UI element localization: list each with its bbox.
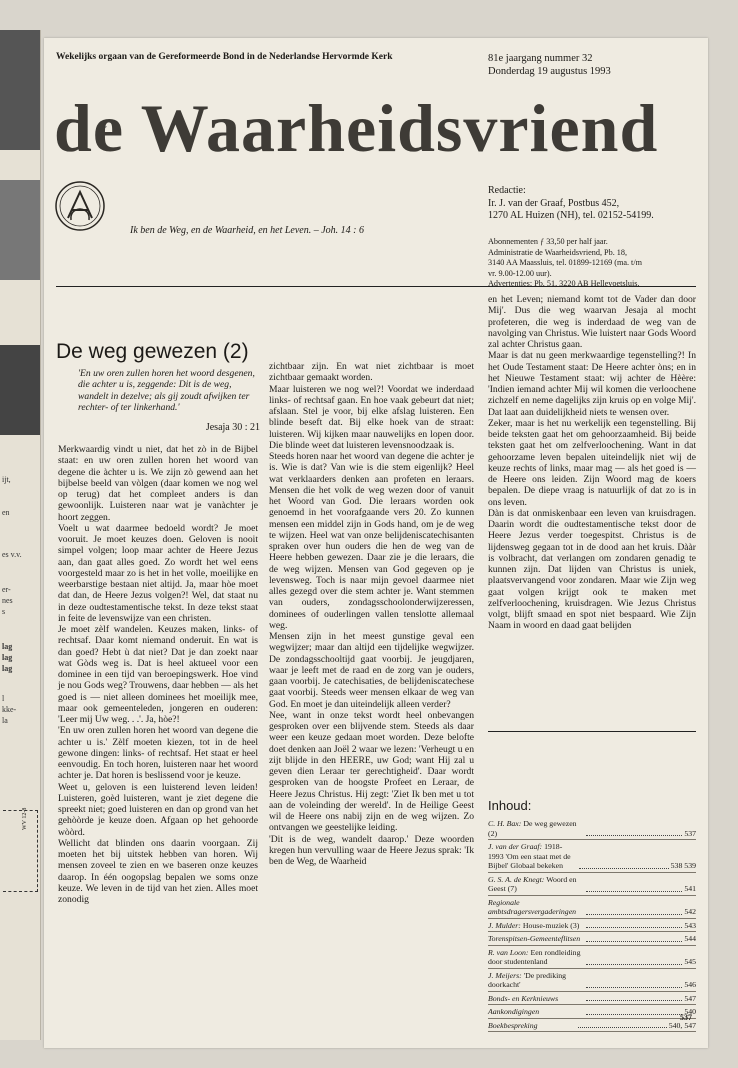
editorial-address bbox=[488, 185, 654, 223]
toc-leader-dots bbox=[586, 941, 682, 942]
toc-author: J. Meijers: bbox=[488, 970, 522, 980]
toc-author: Torenspitsen-Gemeenteflitsen bbox=[488, 934, 581, 943]
toc-row bbox=[488, 873, 696, 896]
adjacent-text-fragment: la bbox=[2, 716, 8, 725]
adjacent-text-fragment: lag bbox=[2, 664, 13, 673]
paragraph: Mensen zijn in het meest gunstige geval een wegwijzer; maar dan altijd een tijdelijke wegwijzer. De zondagsschooltijd gaat voorbij. Je jeugdjaren, waar je leeft met de raad en de zorg van je ouders, gaan voorbij. Je catechisaties, de belijdeniscatechese gaat voorbij. Steeds weer mensen elkaar de weg van God. En moet je dan uiteindelijk alleen verder? bbox=[269, 631, 474, 710]
toc-leader-dots bbox=[586, 914, 682, 915]
table-of-contents bbox=[488, 817, 696, 1032]
toc-leader-dots bbox=[579, 868, 668, 869]
toc-page-number: 544 bbox=[684, 934, 697, 943]
toc-author: J. van der Graaf: bbox=[488, 842, 543, 851]
adjacent-text-fragment: s bbox=[2, 607, 6, 616]
toc-entry bbox=[488, 819, 584, 838]
toc-page-number: 538 539 bbox=[670, 861, 696, 870]
toc-entry bbox=[488, 1021, 576, 1031]
toc-title: De weg gewezen (2) bbox=[488, 819, 577, 838]
paragraph: Dàn is dat onmiskenbaar een leven van kruisdragen. Daarin wordt die oudtestamentische tekst door de Heere Jezus verder toegespitst. Christus is de lijdensweg gegaan tot in de dood aan het kruis. Dààr is volbracht, dat verlangen om zondaren genadig te kunnen zijn. Dat lijden van Christus is uniek, plaatsvervangend voor zondaren. Maar wie Zijn weg gaat volgen krijgt ook te maken met zelfverloochening, kruisdragen. Wie Jezus Christus volgt, blijft smaad en spot niet bespaard. Wie Zijn Naam in woord en daad gaat belijden bbox=[488, 507, 696, 632]
adjacent-text-fragment: lag bbox=[2, 642, 13, 651]
toc-leader-dots bbox=[586, 1000, 682, 1001]
toc-row bbox=[488, 1019, 696, 1033]
issue-volume: 81e jaargang nummer 32 bbox=[488, 53, 593, 64]
subscription-line: Advertenties: Pb. 51, 3220 AB Hellevoetsluis. bbox=[488, 279, 640, 288]
toc-row bbox=[488, 919, 696, 933]
paragraph: Weet u, geloven is een luisterend leven leiden! Luisteren, goèd luisteren, want je zìet degene die spreekt niet; goed luisteren en dan op grond van het gehòòrde je keuze doen. Afgaan op het gehoorde wòòrd. bbox=[58, 781, 258, 838]
issue-date: Donderdag 19 augustus 1993 bbox=[488, 66, 611, 77]
page-number: 537 bbox=[680, 1013, 692, 1022]
paragraph: Zeker, maar is het nu werkelijk een tegenstelling. Bij beide teksten gaat het om gehoorzaamheid. Bij beide teksten gaat het om zelfverloochening. Want in dat gehoorzame leven bepalen uiteindelijk niet wij de keuze rechts of links, maar mag — als het goed is — de Heere ons leiden. Zijn Woord mag de koers bepalen. De diepe vraag is natuurlijk of dat zo is in ons leven. bbox=[488, 417, 696, 508]
toc-row bbox=[488, 969, 696, 992]
paragraph: en het Leven; niemand komt tot de Vader dan door Mij'. Dus die weg waarvan Jesaja al mocht profeteren, die weg is inderdaad de weg van de navolging van Christus. Wie luistert naar Gods Woord zal achter Christus gaan. bbox=[488, 294, 696, 350]
article-epigraph: 'En uw oren zullen horen het woord desgenen, die achter u is, zeggende: Dit is de weg, wandelt in dezelve; als gij zoudt afwijken ter rechter- of ter linkerhand.' bbox=[78, 368, 255, 414]
article-column-3 bbox=[488, 294, 696, 632]
toc-page-number: 542 bbox=[684, 907, 697, 916]
toc-author: R. van Loon: bbox=[488, 947, 529, 957]
adjacent-photo bbox=[0, 30, 40, 150]
toc-leader-dots bbox=[586, 1014, 682, 1015]
toc-page-number: 545 bbox=[684, 957, 697, 966]
motto: Ik ben de Weg, en de Waarheid, en het Leven. – Joh. 14 : 6 bbox=[130, 225, 365, 236]
paragraph: Maar is dat nu geen merkwaardige tegenstelling?! In het Oude Testament staat: De Heere achter òns; en in het Nieuwe Testament staat: wij achter de Hèère: 'Indien iemand achter Mij wil komen die verloochene zichzelf en neme dagelijks zijn kruis op en volge Mij'. Dat laat aan duidelijkheid niets te wensen over. bbox=[488, 350, 696, 418]
toc-row bbox=[488, 896, 696, 919]
toc-page-number: 540 bbox=[684, 1007, 697, 1016]
toc-entry bbox=[488, 875, 584, 894]
subscription-line: Abonnementen ƒ 33,50 per half jaar. bbox=[488, 237, 608, 246]
paragraph: zichtbaar zijn. En wat niet zichtbaar is moet zichtbaar gemaakt worden. bbox=[269, 361, 474, 384]
adjacent-page-strip bbox=[0, 30, 41, 1040]
editorial-line: Ir. J. van der Graaf, Postbus 452, bbox=[488, 197, 620, 209]
toc-entry bbox=[488, 934, 584, 944]
adjacent-text-fragment: lag bbox=[2, 653, 13, 662]
adjacent-text-fragment: ijt, bbox=[2, 475, 11, 484]
toc-page-number: 543 bbox=[684, 920, 697, 930]
editorial-line: 1270 AL Huizen (NH), tel. 02152-54199. bbox=[488, 210, 654, 221]
contents-heading: Inhoud: bbox=[488, 798, 532, 813]
paragraph: 'En uw oren zullen horen het woord van degene die achter u is.' Zèlf moeten kiezen, tot in de heel gewone dingen: links- of rechtsaf. Het staat er heel eenvoudig. En toch horen, luisteren naar het woord achter je. Dat horen is beslissend voor je keuze. bbox=[58, 725, 258, 782]
paragraph: Maar luisteren we nog wel?! Voordat we inderdaad links- of rechtsaf gaan. En hoe vaak gebeurt dat niet; afslaan. Stel je voor, bij elke afslag luisteren. Een blinde beseft dat. Bij elke hoek van de straat: luisteren. Wij kijken maar nauwelijks en lopen door. Die blinde weet dat luisteren levensnoodzaak is. bbox=[269, 383, 474, 451]
toc-author: G. S. A. de Knegt: bbox=[488, 874, 545, 884]
toc-author: Boekbespreking bbox=[488, 1020, 538, 1030]
toc-leader-dots bbox=[586, 835, 682, 836]
adjacent-text-fragment: kke- bbox=[2, 705, 17, 714]
article-column-2 bbox=[269, 361, 474, 867]
toc-row bbox=[488, 932, 696, 946]
adjacent-photo bbox=[0, 345, 40, 435]
toc-title: 1918-1993 'Om een staat met de Bijbel' Globaal bekeken bbox=[488, 842, 571, 870]
article-title: De weg gewezen (2) bbox=[56, 340, 249, 363]
subscription-line: Administratie de Waarheidsvriend, Pb. 18, bbox=[488, 247, 628, 257]
paragraph: Voelt u wat daarmee bedoeld wordt? Je moet vooruit. Je moet keuzes doen. Geloven is nooit simpel volgen; loop maar achter de Heere Jezus aan, dan gaat alles goed. Zo wordt het wel eens voorgesteld maar zo is het in het volle, moeilijke en weerbarstige bestaan niet altijd. Ja, maar hòe moet dat dan, de Heere Jezus volgen?! Wel, dat staat nu in deze oudtestamentische tekst. In deze tekst staat in feite de levenswijze van een christen. bbox=[58, 522, 258, 624]
subscription-info bbox=[488, 237, 642, 290]
toc-entry bbox=[488, 842, 577, 871]
toc-author: J. Mulder: bbox=[488, 920, 521, 930]
toc-author: Aankondigingen bbox=[488, 1007, 540, 1016]
toc-title: Woord en Geest (7) bbox=[488, 874, 577, 893]
toc-leader-dots bbox=[586, 927, 682, 928]
toc-leader-dots bbox=[586, 987, 682, 988]
toc-entry bbox=[488, 994, 584, 1004]
column-divider bbox=[488, 731, 696, 732]
toc-row bbox=[488, 946, 696, 969]
toc-title: House-muziek (3) bbox=[522, 920, 580, 930]
adjacent-text-fragment: nes bbox=[2, 596, 13, 605]
toc-entry bbox=[488, 921, 584, 931]
adjacent-photo bbox=[0, 180, 40, 280]
paragraph: Wellicht dat blinden ons daarin voorgaan. Zij moeten het bij uitstek hebben van horen. Wij mensen zoveel te zien en we baseren onze keuzes daarop. In één oogopslag bepalen we soms onze keuze. We leven in de tijd van het zien. Alles moet zonodig bbox=[58, 837, 258, 905]
toc-title: 'De prediking doorkacht' bbox=[488, 970, 567, 989]
subscription-line: vr. 9.00-12.00 uur). bbox=[488, 268, 552, 278]
editorial-line: Redactie: bbox=[488, 185, 526, 196]
toc-author: Bonds- en Kerknieuws bbox=[488, 993, 559, 1003]
paragraph: Steeds horen naar het woord van degene die achter je is. Wie is dat? Van wie is die stem eigenlijk? Heel wat verklaarders denken aan profeten en leraars. Mensen die het volk de weg wezen door of vanuit het Woord van God. Die leraars worden ook genoemd in het voorafgaande vers 20. Zo kunnen mensen een middel zijn in Gods hand, om je de weg te wijzen. Heel wat van onze belijdeniscatechisanten spraken over hun ouders die hen de weg van de Heere hebben gewezen. Daar zie je die leraars, die de weg wijzen. Mensen van God gegeven op je levensweg. Toch is naar mijn gevoel daarmee niet alles gezegd over die stem achter je. Want stemmen van ouders, zondagsschoolonderwijzeressen, dominees of ouderlingen vallen tenslotte allemaal weg. bbox=[269, 451, 474, 631]
toc-page-number: 541 bbox=[684, 884, 697, 893]
masthead-title: de Waarheidsvriend bbox=[54, 90, 659, 166]
toc-entry bbox=[488, 1007, 584, 1017]
toc-page-number: 540, 547 bbox=[668, 1020, 697, 1030]
toc-page-number: 537 bbox=[684, 828, 697, 838]
paragraph: Merkwaardig vindt u niet, dat het zò in de Bijbel staat: en uw oren zullen horen het woord van degene die àchter u is. We zijn zò gewend aan het bijbelse beeld van vòlgen (daar komen we nog wel op terug) dat het compleet anders is dan gewoonlijk. Luisteren naar wat je vanàchter je hoort zeggen. bbox=[58, 444, 258, 523]
newspaper-page bbox=[44, 38, 708, 1048]
toc-title: Een rondleiding door studentenland bbox=[488, 947, 581, 966]
toc-row bbox=[488, 992, 696, 1006]
toc-author: C. H. Bax: bbox=[488, 819, 522, 828]
toc-entry bbox=[488, 898, 584, 917]
adjacent-text-fragment: es v.v. bbox=[2, 550, 22, 559]
toc-leader-dots bbox=[586, 891, 682, 892]
toc-row bbox=[488, 817, 696, 840]
toc-page-number: 546 bbox=[684, 980, 697, 989]
toc-row bbox=[488, 1005, 696, 1019]
toc-entry bbox=[488, 971, 584, 990]
adjacent-coupon-box bbox=[3, 807, 38, 892]
paragraph: Je moet zèlf wandelen. Keuzes maken, links- of rechtsaf. Daar komt niemand onderuit. En wat is dan goed? Hebt ù dat niet? Dat je dan zoekt naar wat Gòds weg is. Dat is heel aktueel voor een dominee in een tijd van beroepingswerk. Hoe vind je nou Gods weg? Trouwens, daar hebben — als het goed is — niet alleen dominees het moeilijk mee, maar ook gemeenteleden, jongeren en ouderen: 'Leer mij Uw weg. . .'. Ja, hòe?! bbox=[58, 624, 258, 725]
issue-info bbox=[488, 52, 611, 78]
toc-page-number: 547 bbox=[684, 993, 697, 1003]
adjacent-vertical-label: WV 12-8 bbox=[22, 807, 28, 830]
toc-author: Regionale ambtsdragersvergaderingen bbox=[488, 897, 577, 916]
masthead-divider bbox=[56, 286, 696, 287]
alpha-omega-logo-icon bbox=[54, 180, 106, 232]
toc-row bbox=[488, 840, 696, 873]
adjacent-text-fragment: en bbox=[2, 508, 10, 517]
toc-leader-dots bbox=[586, 964, 682, 965]
paragraph: 'Dit is de weg, wandelt daarop.' Deze woorden kregen hun vervulling waar de Heere Jezus sprak: 'Ik ben de Weg, de Waarheid bbox=[269, 833, 474, 867]
article-column-1 bbox=[58, 444, 258, 905]
paragraph: Nee, want in onze tekst wordt heel onbevangen gesproken over een blijvende stem. Steeds als daar weer een keuze gedaan moet worden. Deze belofte doet denken aan Joël 2 waar we lezen: 'Verheugt u en zijt blijde in den HEERE, uw God; want Hij zal u geven dien Leraar ter gerechtigheid'. Daar wordt gesproken van de hoogste Profeet en Leraar, de Heere Jezus Christus. Hij zegt: 'Ziet Ik ben met u tot aan de voleinding der wereld'. In de Heilige Geest wil de Heere ons nabij zijn en de weg wijzen. Zo ontvangen we geestelijke leiding. bbox=[269, 709, 474, 834]
organ-line: Wekelijks orgaan van de Gereformeerde Bond in de Nederlandse Hervormde Kerk bbox=[56, 52, 393, 62]
adjacent-text-fragment: er- bbox=[2, 585, 11, 594]
toc-leader-dots bbox=[578, 1027, 666, 1028]
epigraph-reference: Jesaja 30 : 21 bbox=[205, 422, 260, 433]
toc-entry bbox=[488, 948, 584, 967]
subscription-line: 3140 AA Maassluis, tel. 01899-12169 (ma. t/m bbox=[488, 258, 642, 267]
adjacent-text-fragment: l bbox=[2, 694, 5, 703]
